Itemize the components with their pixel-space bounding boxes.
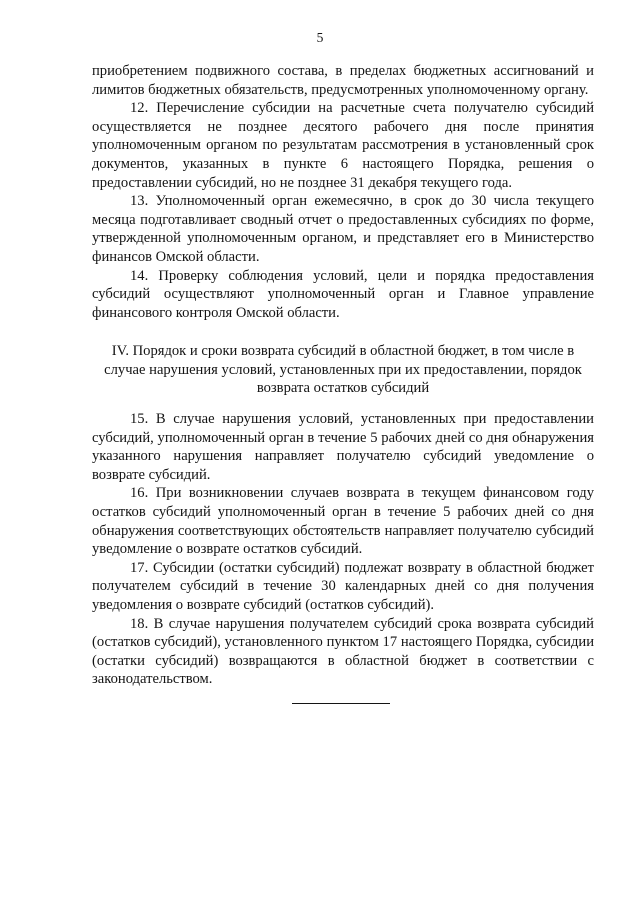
paragraph-14: 14. Проверку соблюдения условий, цели и порядка предоставления субсидий осуществляют уполномоченный орган и Главное управление финансового контроля Омской области. (92, 267, 594, 321)
paragraph-12: 12. Перечисление субсидии на расчетные счета получателю субсидий осуществляется не позднее десятого рабочего дня после принятия уполномоченным органом по результатам рассмотрения в установленный срок документов, указанных в пункте 6 настоящего Порядка, решения о предоставлении субсидий, но не позднее 31 декабря текущего года. (92, 100, 594, 191)
paragraph-17: 17. Субсидии (остатки субсидий) подлежат возврату в областной бюджет получателем субсидий в течение 30 календарных дней со дня получения уведомления о возврате субсидий (остатков субсидий). (92, 559, 594, 613)
paragraph-16: 16. При возникновении случаев возврата в текущем финансовом году остатков субсидий уполномоченный орган в течение 5 рабочих дней со дня обнаружения соответствующих обстоятельств направляет получателю субсидий уведомление о возврате остатков субсидий. (92, 485, 594, 558)
paragraph-18: 18. В случае нарушения получателем субсидий срока возврата субсидий (остатков субсидий), установленного пунктом 17 настоящего Порядка, субсидии (остатки субсидий) возвращаются в областной бюджет в соответствии с законодательством. (92, 615, 594, 688)
end-divider-line (292, 703, 390, 704)
paragraph-13: 13. Уполномоченный орган ежемесячно, в срок до 30 числа текущего месяца подготавливает сводный отчет о предоставленных субсидиях по форме, утвержденной уполномоченным органом, и представляет его в Министерство финансов Омской области. (92, 193, 594, 265)
paragraph-15: 15. В случае нарушения условий, установленных при предоставлении субсидий, уполномоченный орган в течение 5 рабочих дней со дня обнаружения указанного нарушения направляет получателю субсидий уведомление о возврате субсидий. (92, 411, 594, 483)
section-heading: IV. Порядок и сроки возврата субсидий в областной бюджет, в том числе в случае нарушения условий, установленных при их предоставлении, порядок возврата остатков субсидий (104, 343, 582, 397)
page-number: 5 (316, 30, 324, 45)
paragraphs-bottom (92, 410, 594, 689)
paragraph-continuation: приобретением подвижного состава, в пределах бюджетных ассигнований и лимитов бюджетных обязательств, предусмотренных уполномоченному органу. (92, 63, 594, 98)
paragraphs-top (92, 62, 594, 322)
